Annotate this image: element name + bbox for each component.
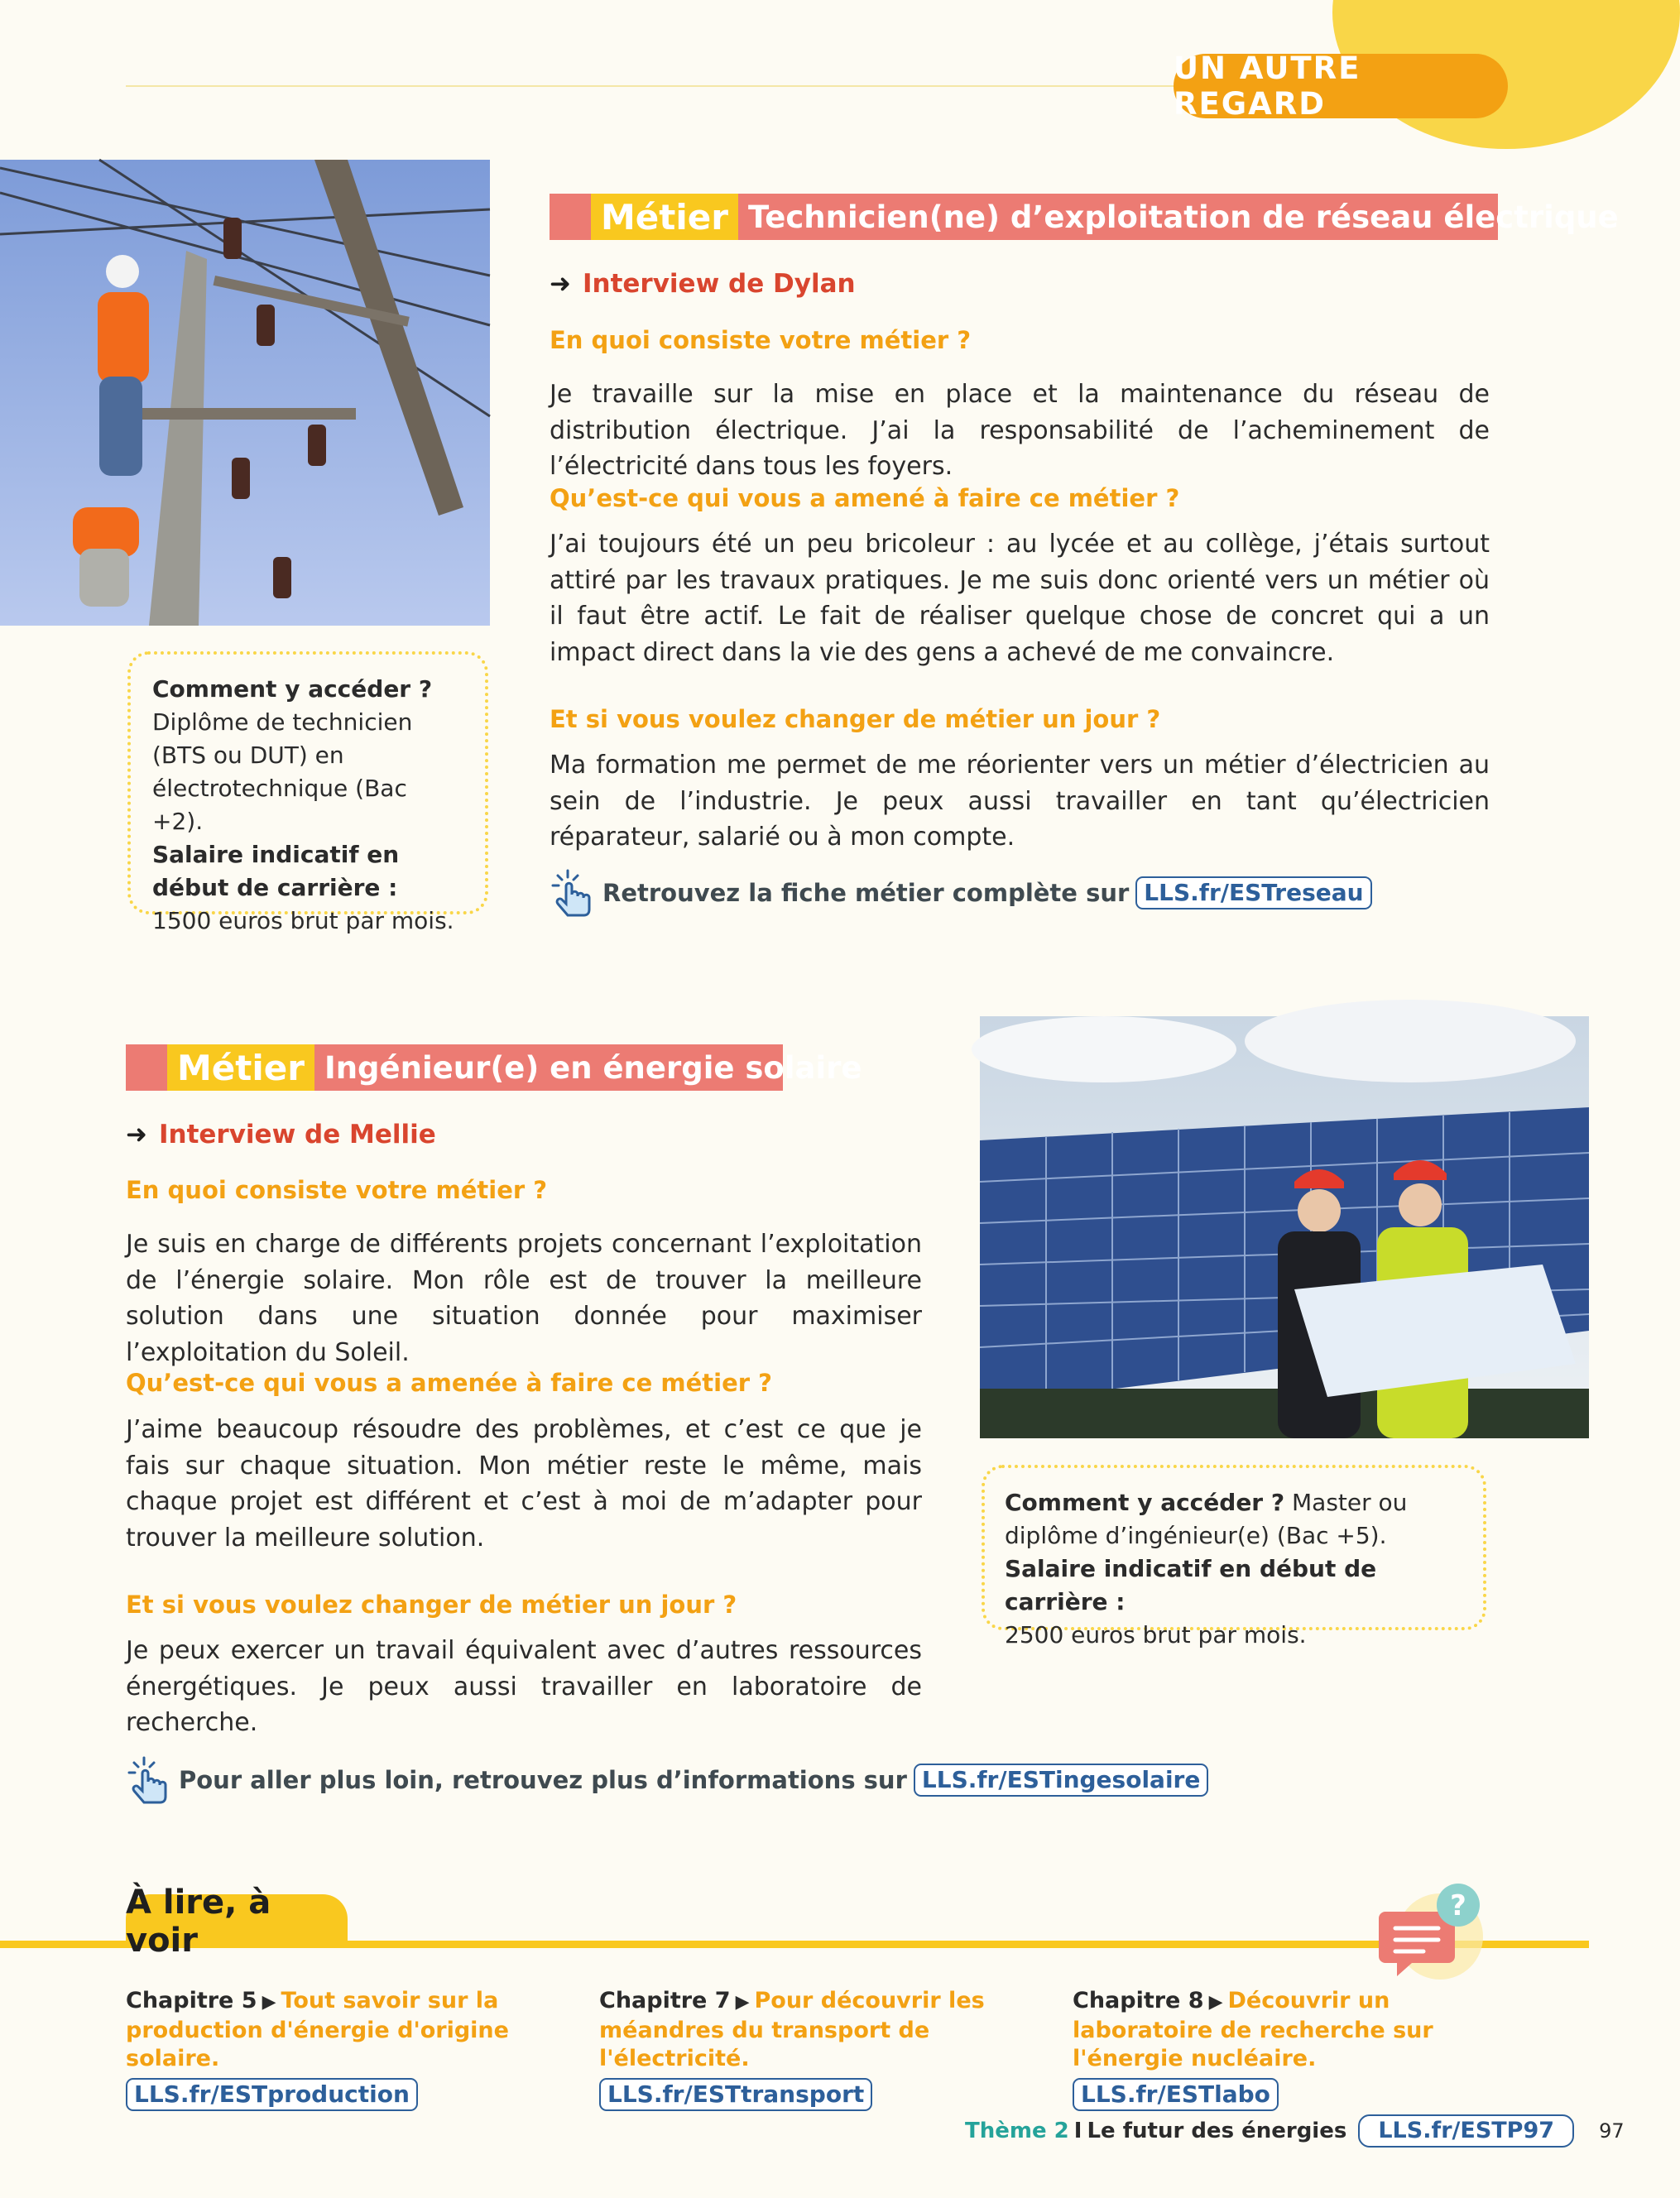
footer-title: Le futur des énergies (1087, 2119, 1347, 2143)
reading-item-3 (1073, 1987, 1536, 2111)
triangle-right-icon: ▶ (262, 1992, 276, 2013)
salary-label: Salaire indicatif en début de carrière : (1005, 1555, 1377, 1615)
link-estp97[interactable]: LLS.fr/ESTP97 (1358, 2114, 1574, 2148)
more-info-link-line (126, 1754, 1208, 1806)
photo-lineman (0, 160, 490, 626)
link-esttransport[interactable]: LLS.fr/ESTtransport (599, 2078, 872, 2111)
answer-1: Je travaille sur la mise en place et la maintenance du réseau de distribution électrique. J’ai la responsabilité de l’acheminement de l’électricité dans tous les foyers. (550, 380, 1490, 481)
arrow-right-icon: ➜ (126, 1120, 147, 1149)
page-number: 97 (1599, 2119, 1625, 2143)
fiche-link-line (550, 867, 1372, 919)
page-footer (965, 2114, 1625, 2148)
arrow-right-icon: ➜ (550, 269, 571, 299)
interview-heading (126, 1120, 436, 1149)
triangle-right-icon: ▶ (1208, 1992, 1223, 2013)
access-info-box-technicien (127, 651, 488, 934)
answer-3: Je peux exercer un travail équivalent avec d’autres ressources énergétiques. Je peux aussi travailler en laboratoire de recherche. (126, 1636, 922, 1737)
interview-name: Interview de Mellie (158, 1120, 436, 1149)
salary-text: 2500 euros brut par mois. (1005, 1621, 1307, 1648)
access-text: Master ou diplôme d’ingénieur(e) (Bac +5). (1005, 1489, 1408, 1549)
job-title: Technicien(ne) d’exploitation de réseau électrique (747, 199, 1619, 235)
reading-item-1 (126, 1987, 589, 2111)
metier-tag: Métier (167, 1044, 314, 1091)
section-badge: UN AUTRE REGARD (1174, 54, 1508, 118)
access-label: Comment y accéder ? (152, 675, 433, 703)
chapter-text: Découvrir un laboratoire de recherche sur l'énergie nucléaire. (1073, 1988, 1433, 2071)
access-info-box-ingenieur (982, 1465, 1486, 1648)
chapter-label: Chapitre 7 (599, 1988, 731, 2013)
question-3: Et si vous voulez changer de métier un jour ? (126, 1591, 737, 1619)
reading-item-2 (599, 1987, 1063, 2111)
question-1: En quoi consiste votre métier ? (126, 1176, 548, 1204)
footer-theme: Thème 2 (965, 2119, 1069, 2143)
salary-text: 1500 euros brut par mois. (152, 907, 454, 934)
chapter-text: Pour découvrir les méandres du transport de l'électricité. (599, 1988, 985, 2071)
svg-text:?: ? (1450, 1889, 1466, 1922)
answer-1: Je suis en charge de différents projets concernant l’exploitation de l’énergie solaire. Mon rôle est de trouver la meilleure solution dans une situation donnée pour maximiser l’exploitation du Soleil. (126, 1230, 922, 1367)
pointing-hand-icon (126, 1754, 177, 1806)
fiche-link-text: Retrouvez la fiche métier complète sur (602, 879, 1130, 907)
job-title: Ingénieur(e) en énergie solaire (324, 1049, 862, 1086)
chapter-label: Chapitre 8 (1073, 1988, 1204, 2013)
interview-name: Interview de Dylan (582, 269, 856, 299)
pointing-hand-icon (550, 867, 601, 919)
link-estreseau[interactable]: LLS.fr/ESTreseau (1135, 876, 1371, 909)
link-estingesolaire[interactable]: LLS.fr/ESTingesolaire (914, 1764, 1208, 1797)
chat-question-icon (1374, 1879, 1490, 1986)
question-1: En quoi consiste votre métier ? (550, 326, 972, 354)
access-text: Diplôme de technicien (BTS ou DUT) en électrotechnique (Bac +2). (152, 708, 413, 835)
access-label: Comment y accéder ? (1005, 1489, 1285, 1516)
question-2: Qu’est-ce qui vous a amenée à faire ce métier ? (126, 1369, 772, 1397)
footer-separator: I (1073, 2119, 1082, 2143)
header-rule (126, 85, 1218, 87)
salary-label: Salaire indicatif en début de carrière : (152, 841, 400, 901)
question-3: Et si vous voulez changer de métier un jour ? (550, 705, 1161, 733)
interview-heading (550, 269, 856, 299)
reading-heading: À lire, à voir (126, 1894, 348, 1948)
answer-2: J’ai toujours été un peu bricoleur : au lycée et au collège, j’étais surtout attiré par les travaux pratiques. Je me suis donc orienté vers un métier où il faut être actif. Le fait de réaliser quelque chose de concret qui a un impact direct dans la vie des gens a achevé de me convaincre. (550, 530, 1490, 667)
link-estlabo[interactable]: LLS.fr/ESTlabo (1073, 2078, 1279, 2111)
photo-solar-engineers (980, 1016, 1589, 1438)
triangle-right-icon: ▶ (735, 1992, 750, 2013)
more-info-link-text: Pour aller plus loin, retrouvez plus d’informations sur (179, 1766, 907, 1794)
answer-2: J’aime beaucoup résoudre des problèmes, et c’est ce que je fais sur chaque situation. Mon métier reste le même, mais chaque projet est différent et c’est à moi de m’adapter pour trouver la meilleure solution. (126, 1415, 922, 1553)
chapter-text: Tout savoir sur la production d'énergie d'origine solaire. (126, 1988, 509, 2071)
link-estproduction[interactable]: LLS.fr/ESTproduction (126, 2078, 418, 2111)
job-title-bar-technicien (550, 194, 1619, 240)
job-title-bar-ingenieur (126, 1044, 862, 1091)
metier-tag: Métier (591, 194, 738, 240)
question-2: Qu’est-ce qui vous a amené à faire ce métier ? (550, 484, 1180, 512)
answer-3: Ma formation me permet de me réorienter vers un métier d’électricien au sein de l’industrie. Je peux aussi travailler en tant qu’électricien réparateur, salarié ou à mon compte. (550, 751, 1490, 852)
chapter-label: Chapitre 5 (126, 1988, 257, 2013)
